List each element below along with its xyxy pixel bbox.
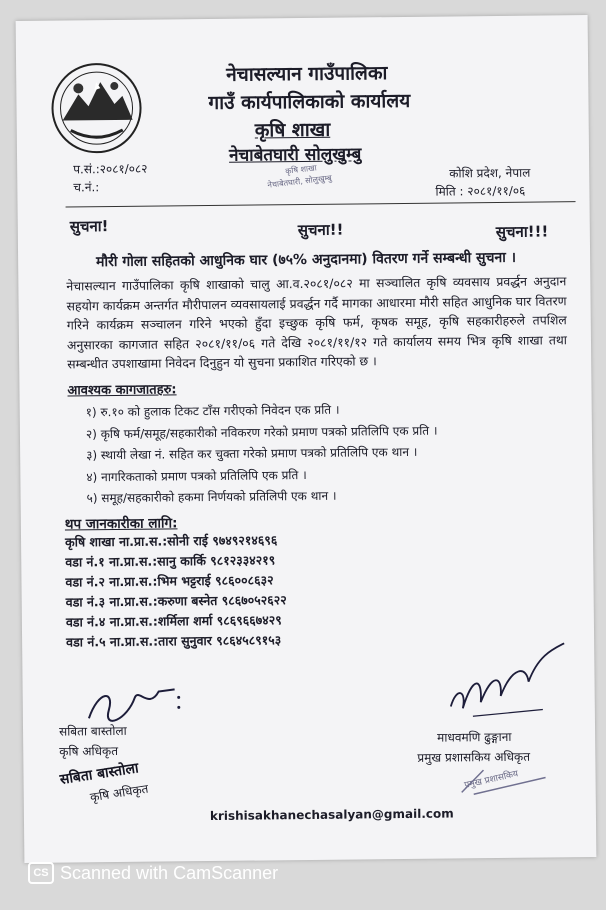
list-item: २) कृषि फर्म/समूह/सहकारीको नविकरण गरेको प्रमाण पत्रको प्रतिलिपि एक प्रति । <box>85 423 438 441</box>
left-signatory-name: सबिता बास्तोला <box>58 723 127 739</box>
documents-heading: आवश्यक कागजातहरु: <box>67 382 177 399</box>
municipality-name: नेचासल्यान गाउँपालिका <box>226 62 388 86</box>
nepal-emblem-icon <box>48 60 145 157</box>
right-stamp-text: प्रमुख प्रशासकिय <box>463 769 520 791</box>
section-name: कृषि शाखा <box>254 118 331 142</box>
contact-email: krishisakhanechasalyan@gmail.com <box>209 806 454 824</box>
camscanner-text: Scanned with CamScanner <box>60 862 279 883</box>
contact-row: वडा नं.५ ना.प्रा.स.:तारा सुनुवार ९८६४५८९१५३ <box>66 632 282 650</box>
date: मिति : २०८१/११/०६ <box>435 183 526 199</box>
signature-right-icon <box>442 635 573 726</box>
documents-list <box>86 397 567 510</box>
contacts-list <box>65 529 386 652</box>
contact-row: वडा नं.१ ना.प्रा.स.:सानु कार्कि ९८१२३३४२१९ <box>65 552 276 570</box>
contact-row: वडा नं.२ ना.प्रा.स.:भिम भट्टराई ९८६००८६३२ <box>65 572 274 590</box>
right-signatory-name: माधवमणि ढुङ्गाना <box>437 729 512 745</box>
left-stamp-title: कृषि अधिकृत <box>89 781 150 805</box>
list-item: १) रु.१० को हुलाक टिकट टाँस गरीएको निवेदन एक प्रति । <box>85 402 340 420</box>
notice-label-3: सुचना!!! <box>495 222 549 242</box>
camscanner-watermark <box>28 862 278 884</box>
list-item: ३) स्थायी लेखा नं. सहित कर चुक्ता गरेको प्रमाण पत्रको प्रतिलिपि एक थान । <box>86 444 418 463</box>
stamp-line1: कृषि शाखा <box>284 163 318 176</box>
notice-label-2: सुचना!! <box>297 220 344 240</box>
right-signatory-title: प्रमुख प्रशासकिय अधिकृत <box>417 749 531 765</box>
contacts-heading: थप जानकारीका लागि: <box>64 515 178 533</box>
notice-subject: मौरी गोला सहितको आधुनिक घार (७५% अनुदानमा) वितरण गर्ने सम्बन्धी सुचना । <box>96 249 517 271</box>
dispatch-number: च.नं.: <box>73 180 100 195</box>
notice-label-1: सुचना! <box>69 217 109 236</box>
left-signatory-title: कृषि अधिकृत <box>59 743 119 759</box>
contact-row: कृषि शाखा ना.प्रा.स.:सोनी राई ९७४९२१४६९६ <box>64 532 278 550</box>
office-name: गाउँ कार्यपालिकाको कार्यालय <box>208 89 411 115</box>
document-page <box>16 15 597 863</box>
list-item: ५) समूह/सहकारीको हकमा निर्णयको प्रतिलिपी एक थान । <box>86 488 337 506</box>
contact-row: वडा नं.४ ना.प्रा.स.:शर्मिला शर्मा ९८६९६६७४२९ <box>65 612 282 630</box>
stamp-line2: नेचाबेतघारी, सोलुखुम्बु <box>267 173 333 190</box>
header-divider <box>66 201 576 207</box>
list-item: ४) नागरिकताको प्रमाण पत्रको प्रतिलिपि एक प्रति । <box>86 467 307 484</box>
right-stamp-icon <box>453 763 553 804</box>
camscanner-logo-icon: CS <box>28 862 54 884</box>
notice-body: नेचासल्यान गाउँपालिका कृषि शाखाको चालु आ.व.२०८१/०८२ मा सञ्चालित कृषि व्यवसाय प्रवर्द्धन अनुदान सहयोग कार्यक्रम अन्तर्गत मौरीपालन व्यवसायलाई प्रवर्द्धन गर्दै मागका आधारमा मौरी सहित आधुनिक घार वितरण गरिने कार्यक्रम सञ्चालन गरिने भएको हुँदा इच्छुक कृषि फर्म, कृषक समूह, कृषि सहकारीहरुले तपशिल अनुसारका कागजात सहित २०८१/११/०६ गते देखि २०८१/११/१२ गते कार्यालय समय भित्र कृषि शाखा तथा सम्बन्धीत उपशाखामा निवेदन दिनुहुन यो सुचना प्रकाशित गरिएको छ । <box>66 273 568 372</box>
reference-number: प.सं.:२०८१/०८२ <box>73 161 148 177</box>
address: नेचाबेतघारी सोलुखुम्बु <box>228 144 362 166</box>
contact-row: वडा नं.३ ना.प्रा.स.:करुणा बस्नेत ९८६७०५२६२२ <box>65 592 287 610</box>
left-stamp-name: सबिता बास्तोला <box>58 760 140 789</box>
province: कोशि प्रदेश, नेपाल <box>449 165 531 181</box>
